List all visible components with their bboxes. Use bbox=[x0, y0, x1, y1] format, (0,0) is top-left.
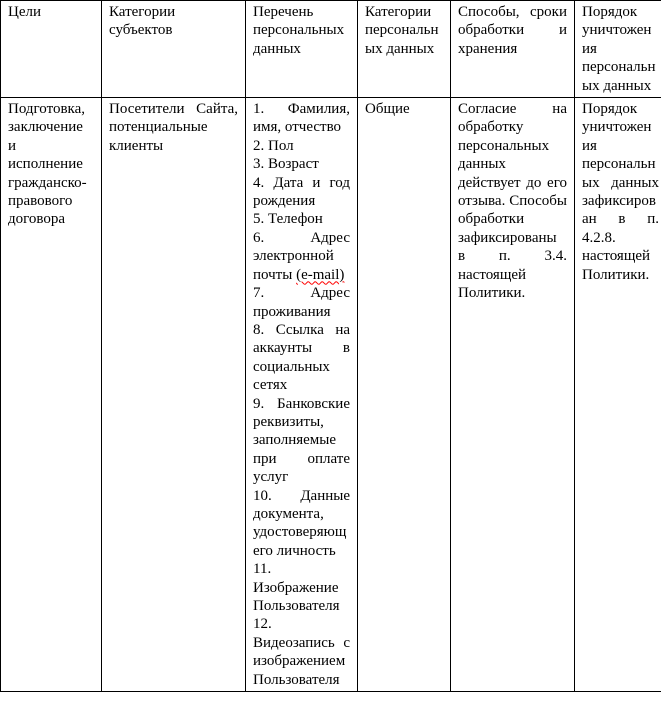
list-item-email bbox=[253, 229, 350, 284]
purpose-text: Подготовка, заключение и исполнение гражданско-правового договора bbox=[8, 101, 87, 228]
header-cell-subject-categories: Категории субъектов bbox=[102, 1, 246, 98]
cell-destruction-order bbox=[575, 98, 661, 692]
header-cell-personal-data-list: Перечень персональных данных bbox=[246, 1, 358, 98]
cell-data-category bbox=[358, 98, 451, 692]
header-cell-goals: Цели bbox=[1, 1, 102, 98]
list-item: 3. Возраст bbox=[253, 156, 319, 173]
cell-subject-categories bbox=[102, 98, 246, 692]
list-item: 1. Фамилия, имя, отчество bbox=[253, 101, 350, 136]
header-cell-destruction-order: Порядок уничтожения персональных данных bbox=[575, 1, 661, 98]
processing-terms-text: Согласие на обработку персональных данных действует до его отзыва. Способы обработки зафиксированы в п. 3.4. настоящей Политики. bbox=[458, 101, 567, 302]
cell-purpose bbox=[1, 98, 102, 692]
list-item: 9. Банковские реквизиты, заполняемые при оплате услуг bbox=[253, 395, 350, 486]
list-item: 12. Видеозапись с изображением Пользователя bbox=[253, 616, 350, 688]
cell-processing-terms bbox=[451, 98, 575, 692]
table-row bbox=[1, 98, 661, 692]
list-item: 11. Изображение Пользователя bbox=[253, 561, 340, 614]
destruction-order-text: Порядок уничтожения персональных данных зафиксирован в п. 4.2.8. настоящей Политики. bbox=[582, 101, 659, 283]
data-category-text: Общие bbox=[365, 101, 410, 118]
list-item: 2. Пол bbox=[253, 137, 294, 154]
cell-personal-data-list bbox=[246, 98, 358, 692]
list-item-email-text: 6. Адрес электронной почты bbox=[253, 229, 350, 283]
list-item: 5. Телефон bbox=[253, 211, 323, 228]
spellcheck-flagged-word: (e-mail) bbox=[296, 266, 345, 283]
table-header-row bbox=[1, 1, 661, 98]
header-cell-processing-terms: Способы, сроки обработки и хранения bbox=[451, 1, 575, 98]
list-item: 10. Данные документа, удостоверяющего личность bbox=[253, 487, 350, 559]
list-item: 7. Адрес проживания bbox=[253, 285, 350, 320]
list-item: 4. Дата и год рождения bbox=[253, 174, 350, 210]
list-item: 8. Ссылка на аккаунты в социальных сетях bbox=[253, 321, 350, 394]
header-cell-data-categories: Категории персональных данных bbox=[358, 1, 451, 98]
subject-categories-text: Посетители Сайта, потенциальные клиенты bbox=[109, 101, 238, 154]
